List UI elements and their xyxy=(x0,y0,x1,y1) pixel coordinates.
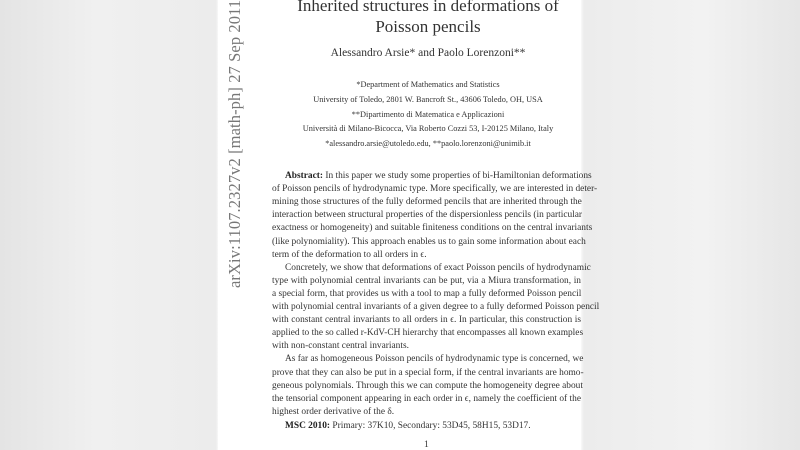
paper-title-line-2: Poisson pencils xyxy=(375,17,481,36)
abstract-line: of Poisson pencils of hydrodynamic type. More specifically, we are interested in deter- xyxy=(272,184,598,195)
msc-classification xyxy=(285,420,581,433)
email-line: *alessandro.arsie@utoledo.edu, **paolo.lorenzoni@unimib.it xyxy=(325,139,531,148)
abstract-line: (like polynomiality). This approach enables us to gain some information about each xyxy=(272,236,586,247)
authors: Alessandro Arsie* and Paolo Lorenzoni** xyxy=(330,47,526,59)
paragraph-line: with non-constant central invariants. xyxy=(272,341,409,352)
paragraph-line: type with polynomial central invariants can be put, via a Miura transformation, in xyxy=(272,275,581,286)
abstract-label: Abstract: xyxy=(285,171,324,181)
paragraph-line: the tensorial component appearing in each order in ϵ, namely the coefficient of the xyxy=(272,393,581,404)
paragraph-line: with polynomial central invariants of a given degree to a fully deformed Poisson pencil xyxy=(272,302,600,312)
abstract-line: Abstract: In this paper we study some properties of bi-Hamiltonian deformations xyxy=(285,171,592,181)
paragraph-line: a special form, that provides us with a tool to map a fully deformed Poisson pencil xyxy=(272,288,582,299)
abstract-line: interaction between structural properties of the dispersionless pencils (in particular xyxy=(272,210,583,221)
paragraph-line: highest order derivative of the δ. xyxy=(272,406,395,417)
msc-label: MSC 2010: xyxy=(285,420,331,431)
affiliation-line: **Dipartimento di Matematica e Applicazioni xyxy=(351,110,505,119)
page-number: 1 xyxy=(424,440,429,450)
msc-codes: Primary: 37K10, Secondary: 53D45, 58H15, 53D17. xyxy=(330,420,531,431)
abstract-line: exactness or homogeneity) and suitable finiteness conditions on the central invariants xyxy=(272,223,593,234)
affiliation-line: Università di Milano-Bicocca, Via Roberto Cozzi 53, I-20125 Milano, Italy xyxy=(302,124,554,133)
paragraph-line: with constant central invariants to all orders in ϵ. In particular, this construction is xyxy=(272,315,581,326)
abstract-line: mining those structures of the fully deformed pencils that are inherited through the xyxy=(272,197,582,208)
paragraph-line: geneous polynomials. Through this we can compute the homogeneity degree about xyxy=(272,380,583,391)
paragraph-line: As far as homogeneous Poisson pencils of hydrodynamic type is concerned, we xyxy=(285,354,584,365)
affiliation-line: *Department of Mathematics and Statistics xyxy=(356,80,500,89)
abstract-line: term of the deformation to all orders in ϵ. xyxy=(272,249,427,260)
paragraph-line: prove that they can also be put in a special form, if the central invariants are homo- xyxy=(272,367,584,378)
arxiv-stamp: arXiv:1107.2327v2 [math-ph] 27 Sep 2011 xyxy=(225,0,244,288)
affiliation-line: University of Toledo, 2801 W. Bancroft St., 43606 Toledo, OH, USA xyxy=(313,95,543,104)
paragraph-line: applied to the so called r-KdV-CH hierarchy that encompasses all known examples xyxy=(272,328,584,339)
paragraph-line: Concretely, we show that deformations of exact Poisson pencils of hydrodynamic xyxy=(285,262,591,273)
paper-title-line-1: Inherited structures in deformations of xyxy=(297,0,559,15)
